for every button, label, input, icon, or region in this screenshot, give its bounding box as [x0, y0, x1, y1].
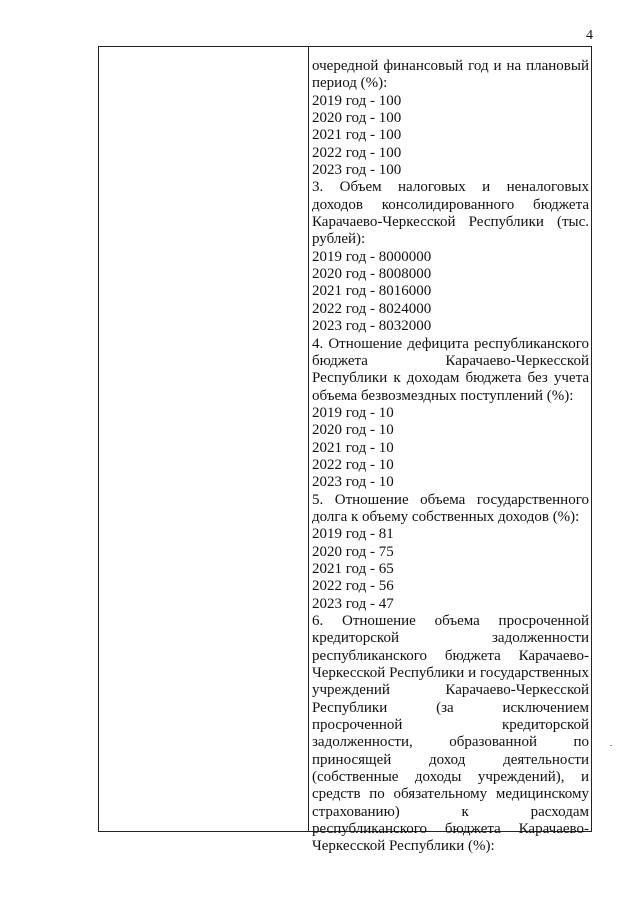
column-divider	[308, 47, 309, 831]
intro-year-line: 2021 год - 100	[312, 127, 402, 144]
page-number: 4	[586, 28, 593, 43]
item-5-year-line: 2019 год - 81	[312, 526, 394, 543]
item-3-year-line: 2023 год - 8032000	[312, 318, 432, 335]
item-4-year-line: 2023 год - 10	[312, 474, 394, 491]
item-5-year-line: 2023 год - 47	[312, 595, 394, 612]
item-4-year-line: 2021 год - 10	[312, 439, 394, 456]
scan-speck	[610, 745, 612, 746]
item-4-year-line: 2020 год - 10	[312, 422, 394, 439]
item-5-year-line: 2020 год - 75	[312, 543, 394, 560]
intro-year-line: 2023 год - 100	[312, 162, 402, 179]
intro-year-line: 2022 год - 100	[312, 144, 402, 161]
item-4-heading: 4. Отношение дефицита республиканского бюджета Карачаево-Черкесской Республики к доходам бюджета без учета объема безвозмездных поступлений (%):	[312, 335, 589, 404]
indicators-table	[98, 46, 592, 855]
item-3-heading: 3. Объем налоговых и неналоговых доходов консолидированного бюджета Карачаево-Черкесской Республики (тыс. рублей):	[312, 179, 589, 248]
item-5-year-line: 2022 год - 56	[312, 578, 394, 595]
item-4-year-line: 2019 год - 10	[312, 404, 394, 421]
intro-year-line: 2020 год - 100	[312, 110, 402, 127]
item-6-heading: 6. Отношение объема просроченной кредиторской задолженности республиканского бюджета Карачаево-Черкесской Республики и государственных учреждений Карачаево-Черкесской Республики (за исключением просроченной кредиторской задолженности, образованной по приносящей доход деятельности (собственные доходы учреждений), и средств по обязательному медицинскому страхованию) к расходам республиканского бюджета Карачаево-Черкесской Республики (%):	[312, 613, 589, 855]
item-3-year-line: 2022 год - 8024000	[312, 300, 432, 317]
right-column-cell	[312, 58, 589, 856]
item-5-heading: 5. Отношение объема государственного долга к объему собственных доходов (%):	[312, 491, 589, 525]
item-4-year-line: 2022 год - 10	[312, 456, 394, 473]
item-5-year-line: 2021 год - 65	[312, 560, 394, 577]
intro-text: очередной финансовый год и на плановый период (%):	[312, 58, 589, 92]
item-3-year-line: 2021 год - 8016000	[312, 283, 432, 300]
item-3-year-line: 2019 год - 8000000	[312, 248, 432, 265]
item-3-year-line: 2020 год - 8008000	[312, 266, 432, 283]
intro-year-line: 2019 год - 100	[312, 92, 402, 109]
